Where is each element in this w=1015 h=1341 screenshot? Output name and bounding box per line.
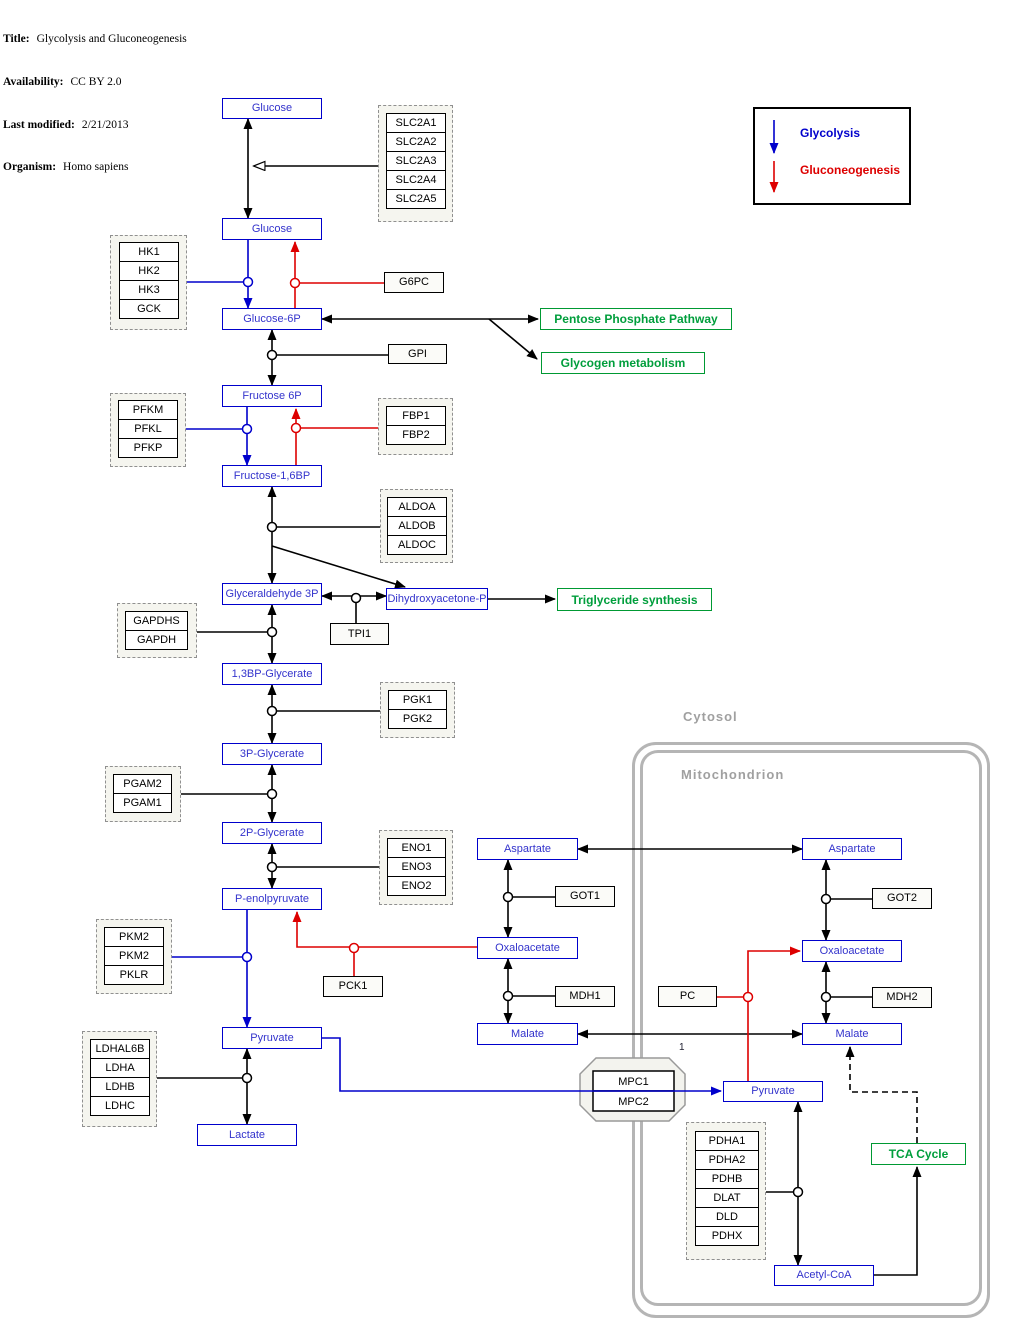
gene-ldhb[interactable]: LDHB	[90, 1077, 150, 1097]
catalysis-anchor	[243, 425, 252, 434]
oxa-to-pep	[297, 912, 477, 947]
gene-dlat[interactable]: DLAT	[695, 1188, 759, 1208]
metabolite-p-enolpyruvate[interactable]: P-enolpyruvate	[222, 888, 322, 910]
catalysis-anchor	[794, 1188, 803, 1197]
modified-value: 2/21/2013	[81, 118, 129, 131]
metabolite-aspartate-cytosol[interactable]: Aspartate	[477, 838, 578, 860]
metabolite-pyruvate[interactable]: Pyruvate	[222, 1027, 322, 1049]
metabolite-glucose-top[interactable]: Glucose	[222, 98, 322, 119]
gene-slc2a2[interactable]: SLC2A2	[386, 132, 446, 152]
gene-pdhb[interactable]: PDHB	[695, 1169, 759, 1189]
modified-label: Last modified:	[3, 118, 75, 131]
metabolite-3p-glycerate[interactable]: 3P-Glycerate	[222, 743, 322, 765]
catalysis-anchor	[504, 893, 513, 902]
availability-label: Availability:	[3, 76, 64, 89]
enzyme-got2[interactable]: GOT2	[872, 888, 932, 909]
pathway-pentose-phosphate-pathway[interactable]: Pentose Phosphate Pathway	[540, 308, 732, 330]
gene-gapdhs[interactable]: GAPDHS	[125, 611, 188, 631]
metabolite-dihydroxyacetone-p[interactable]: Dihydroxyacetone-P	[386, 588, 488, 610]
metabolite-malate-mito[interactable]: Malate	[802, 1023, 902, 1045]
catalysis-anchor	[243, 953, 252, 962]
gene-slc2a1[interactable]: SLC2A1	[386, 113, 446, 133]
gene-eno1[interactable]: ENO1	[387, 838, 446, 858]
gene-ldha[interactable]: LDHA	[90, 1058, 150, 1078]
metabolite-pyruvate-mito[interactable]: Pyruvate	[723, 1081, 823, 1102]
gene-gapdh[interactable]: GAPDH	[125, 630, 188, 650]
catalysis-anchor	[268, 863, 277, 872]
metabolite-lactate[interactable]: Lactate	[197, 1124, 297, 1146]
cytosol-label: Cytosol	[683, 709, 738, 724]
metabolite-oxaloacetate-cytosol[interactable]: Oxaloacetate	[477, 937, 578, 959]
gene-eno2[interactable]: ENO2	[387, 876, 446, 896]
availability-value: CC BY 2.0	[70, 76, 122, 89]
catalysis-anchor	[744, 993, 753, 1002]
enzyme-got1[interactable]: GOT1	[555, 886, 615, 907]
catalysis-anchor	[350, 944, 359, 953]
mitochondrion-label: Mitochondrion	[681, 767, 785, 782]
catalysis-anchor	[352, 594, 361, 603]
catalysis-anchor	[268, 707, 277, 716]
gene-fbp1[interactable]: FBP1	[386, 406, 446, 426]
gene-slc2a3[interactable]: SLC2A3	[386, 151, 446, 171]
gene-pgam1[interactable]: PGAM1	[113, 793, 172, 813]
legend-gluconeogenesis-label: Gluconeogenesis	[800, 163, 901, 177]
organism-label: Organism:	[3, 161, 57, 174]
enzyme-pc[interactable]: PC	[658, 986, 717, 1007]
gene-label-mpc2: MPC2	[618, 1096, 649, 1108]
gene-pgam2[interactable]: PGAM2	[113, 774, 172, 794]
metabolite-acetyl-coa[interactable]: Acetyl-CoA	[774, 1265, 874, 1286]
gene-hk3[interactable]: HK3	[119, 280, 179, 300]
gene-pklr[interactable]: PKLR	[104, 965, 164, 985]
catalysis-anchor	[822, 895, 831, 904]
gene-hk1[interactable]: HK1	[119, 242, 179, 262]
gene-ldhc[interactable]: LDHC	[90, 1096, 150, 1116]
enzyme-mdh2[interactable]: MDH2	[872, 987, 932, 1008]
gene-gck[interactable]: GCK	[119, 299, 179, 319]
gene-pdha2[interactable]: PDHA2	[695, 1150, 759, 1170]
gene-dld[interactable]: DLD	[695, 1207, 759, 1227]
gene-label-mpc1: MPC1	[618, 1076, 649, 1088]
transporter-annotation: 1	[679, 1042, 685, 1053]
gene-pfkp[interactable]: PFKP	[118, 438, 178, 458]
catalysis-anchor	[504, 992, 513, 1001]
g6p-glycogen	[489, 319, 537, 359]
metabolite-fructose-6p[interactable]: Fructose 6P	[222, 385, 322, 407]
title-value: Glycolysis and Gluconeogenesis	[36, 33, 187, 46]
catalysis-anchor	[268, 523, 277, 532]
catalysis-anchor	[292, 424, 301, 433]
enzyme-tpi1[interactable]: TPI1	[330, 623, 389, 645]
pyruvate-to-oxaloacetate	[748, 951, 800, 1081]
gene-aldob[interactable]: ALDOB	[387, 516, 447, 536]
gene-slc2a4[interactable]: SLC2A4	[386, 170, 446, 190]
enzyme-mdh1[interactable]: MDH1	[555, 986, 615, 1007]
gene-pkm2[interactable]: PKM2	[104, 927, 164, 947]
gene-ldhal6b[interactable]: LDHAL6B	[90, 1039, 150, 1059]
catalysis-anchor	[243, 1074, 252, 1083]
metabolite-malate-cytosol[interactable]: Malate	[477, 1023, 578, 1045]
gene-aldoc[interactable]: ALDOC	[387, 535, 447, 555]
gene-pfkl[interactable]: PFKL	[118, 419, 178, 439]
gene-pgk2[interactable]: PGK2	[388, 709, 447, 729]
legend-glycolysis-label: Glycolysis	[800, 126, 861, 140]
metabolite-oxaloacetate-mito[interactable]: Oxaloacetate	[802, 940, 902, 962]
catalysis-anchor	[291, 279, 300, 288]
metabolite-13bp-glycerate[interactable]: 1,3BP-Glycerate	[222, 663, 322, 685]
enzyme-pck1[interactable]: PCK1	[323, 976, 383, 997]
gene-slc2a5[interactable]: SLC2A5	[386, 189, 446, 209]
gene-pgk1[interactable]: PGK1	[388, 690, 447, 710]
catalysis-anchor	[244, 278, 253, 287]
catalysis-anchor	[268, 628, 277, 637]
gene-hk2[interactable]: HK2	[119, 261, 179, 281]
metabolite-glucose[interactable]: Glucose	[222, 218, 322, 240]
metabolite-aspartate-mito[interactable]: Aspartate	[802, 838, 902, 860]
enzyme-gpi[interactable]: GPI	[388, 344, 447, 364]
organism-value: Homo sapiens	[63, 161, 129, 174]
metabolite-glyceraldehyde-3p[interactable]: Glyceraldehyde 3P	[222, 583, 322, 605]
pathway-triglyceride-synthesis[interactable]: Triglyceride synthesis	[557, 588, 712, 611]
enzyme-g6pc[interactable]: G6PC	[384, 272, 444, 293]
gene-eno3[interactable]: ENO3	[387, 857, 446, 877]
catalysis-anchor	[268, 790, 277, 799]
gene-aldoa[interactable]: ALDOA	[387, 497, 447, 517]
gene-pdhx[interactable]: PDHX	[695, 1226, 759, 1246]
metabolite-2p-glycerate[interactable]: 2P-Glycerate	[222, 822, 322, 844]
gene-pdha1[interactable]: PDHA1	[695, 1131, 759, 1151]
pathway-tca-cycle[interactable]: TCA Cycle	[871, 1143, 966, 1165]
catalysis-anchor	[822, 993, 831, 1002]
metabolite-glucose-6p[interactable]: Glucose-6P	[222, 308, 322, 330]
gene-pfkm[interactable]: PFKM	[118, 400, 178, 420]
gene-pkm2-b[interactable]: PKM2	[104, 946, 164, 966]
tca-to-malate	[850, 1047, 917, 1143]
metabolite-fructose-16bp[interactable]: Fructose-1,6BP	[222, 465, 322, 487]
gene-fbp2[interactable]: FBP2	[386, 425, 446, 445]
acetylcoa-to-tca	[874, 1167, 917, 1275]
title-label: Title:	[3, 33, 30, 46]
catalysis-anchor	[268, 351, 277, 360]
pathway-glycogen-metabolism[interactable]: Glycogen metabolism	[541, 352, 705, 374]
